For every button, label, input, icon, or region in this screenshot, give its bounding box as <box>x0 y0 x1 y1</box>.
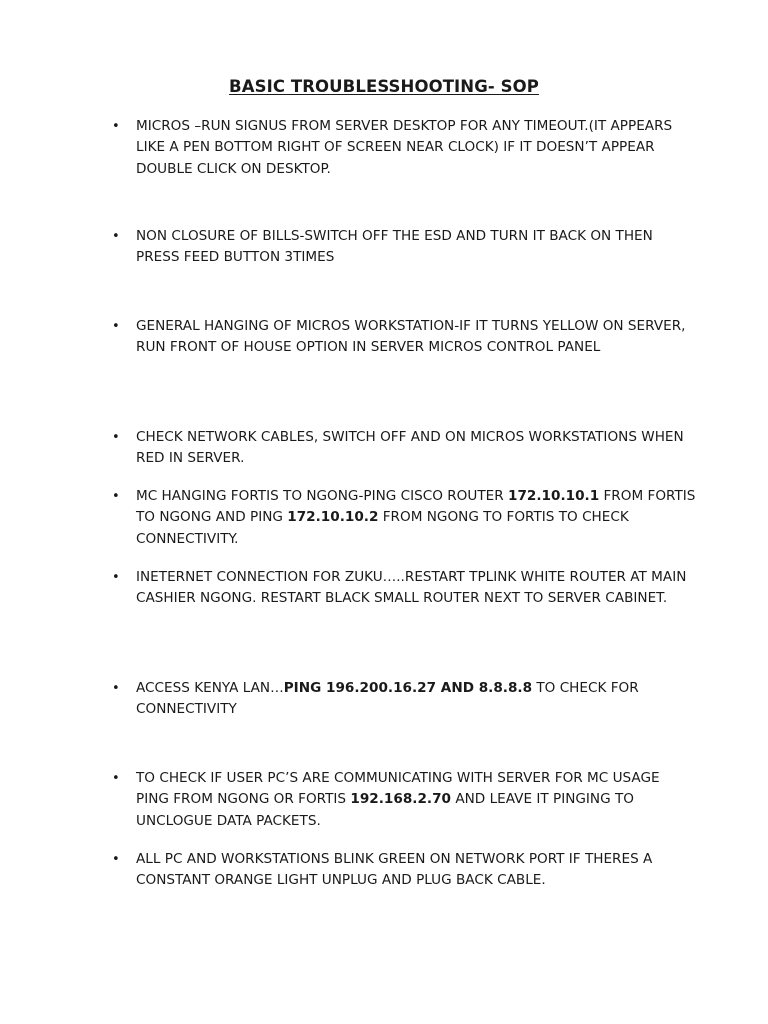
text-segment: GENERAL HANGING OF MICROS WORKSTATION-IF IT TURNS YELLOW ON SERVER, RUN FRONT OF HOUSE OPTION IN SERVER MICROS CONTROL PANEL <box>136 318 686 356</box>
bullet-icon: • <box>112 489 120 504</box>
text-segment: AND LEAVE IT PINGING TO UNCLOGUE DATA PACKETS. <box>136 791 634 829</box>
bullet-icon: • <box>112 681 120 696</box>
bullet-icon: • <box>112 771 120 786</box>
text-segment: ALL PC AND WORKSTATIONS BLINK GREEN ON NETWORK PORT IF THERES A CONSTANT ORANGE LIGHT UNPLUG AND PLUG BACK CABLE. <box>136 851 653 889</box>
text-segment: ACCESS KENYA LAN… <box>136 680 284 696</box>
bullet-icon: • <box>112 229 120 244</box>
list-item-text <box>136 228 653 265</box>
list-item <box>112 849 696 892</box>
bullet-icon: • <box>112 430 120 445</box>
list-item-text <box>136 488 695 547</box>
list-item <box>112 226 696 269</box>
bullet-icon: • <box>112 119 120 134</box>
list-item-text <box>136 680 639 717</box>
page-title: BASIC TROUBLESSHOOTING- SOP <box>229 77 539 96</box>
ip-address: 192.168.2.70 <box>350 791 451 808</box>
bullet-icon: • <box>112 852 120 867</box>
text-segment: NON CLOSURE OF BILLS-SWITCH OFF THE ESD AND TURN IT BACK ON THEN PRESS FEED BUTTON 3TIMES <box>136 228 653 266</box>
list-item <box>112 486 696 550</box>
text-segment: FROM FORTIS TO NGONG AND PING <box>136 488 696 526</box>
text-segment: CHECK NETWORK CABLES, SWITCH OFF AND ON MICROS WORKSTATIONS WHEN RED IN SERVER. <box>136 429 684 467</box>
text-segment: FROM NGONG TO FORTIS TO CHECK CONNECTIVITY. <box>136 509 629 547</box>
list-item-text <box>136 569 686 606</box>
list-item-text <box>136 429 684 466</box>
list-item <box>112 768 696 832</box>
ping-command: PING 196.200.16.27 AND 8.8.8.8 <box>283 680 533 696</box>
list-item-text <box>136 851 652 888</box>
text-segment: MC HANGING FORTIS TO NGONG-PING CISCO ROUTER <box>136 488 508 504</box>
list-item <box>112 427 696 470</box>
bullet-icon: • <box>112 570 120 585</box>
list-item <box>112 316 696 359</box>
list-item <box>112 116 696 180</box>
list-item <box>112 567 696 610</box>
text-segment: MICROS –RUN SIGNUS FROM SERVER DESKTOP FOR ANY TIMEOUT.(IT APPEARS LIKE A PEN BOTTOM RIGHT OF SCREEN NEAR CLOCK) IF IT DOESN’T APPEAR DOUBLE CLICK ON DESKTOP. <box>136 118 673 177</box>
list-item <box>112 678 696 721</box>
text-segment: TO CHECK IF USER PC’S ARE COMMUNICATING WITH SERVER FOR MC USAGE PING FROM NGONG OR FORTIS <box>136 770 660 808</box>
bullet-icon: • <box>112 319 120 334</box>
list-item-text <box>136 770 660 829</box>
list-item-text <box>136 318 685 355</box>
text-segment: INETERNET CONNECTION FOR ZUKU…..RESTART TPLINK WHITE ROUTER AT MAIN CASHIER NGONG. RESTART BLACK SMALL ROUTER NEXT TO SERVER CABINET. <box>136 569 687 607</box>
ip-address: 172.10.10.1 <box>508 488 600 504</box>
list-item-text <box>136 118 672 177</box>
ip-address: 172.10.10.2 <box>287 509 379 526</box>
text-segment: TO CHECK FOR CONNECTIVITY <box>136 680 639 718</box>
